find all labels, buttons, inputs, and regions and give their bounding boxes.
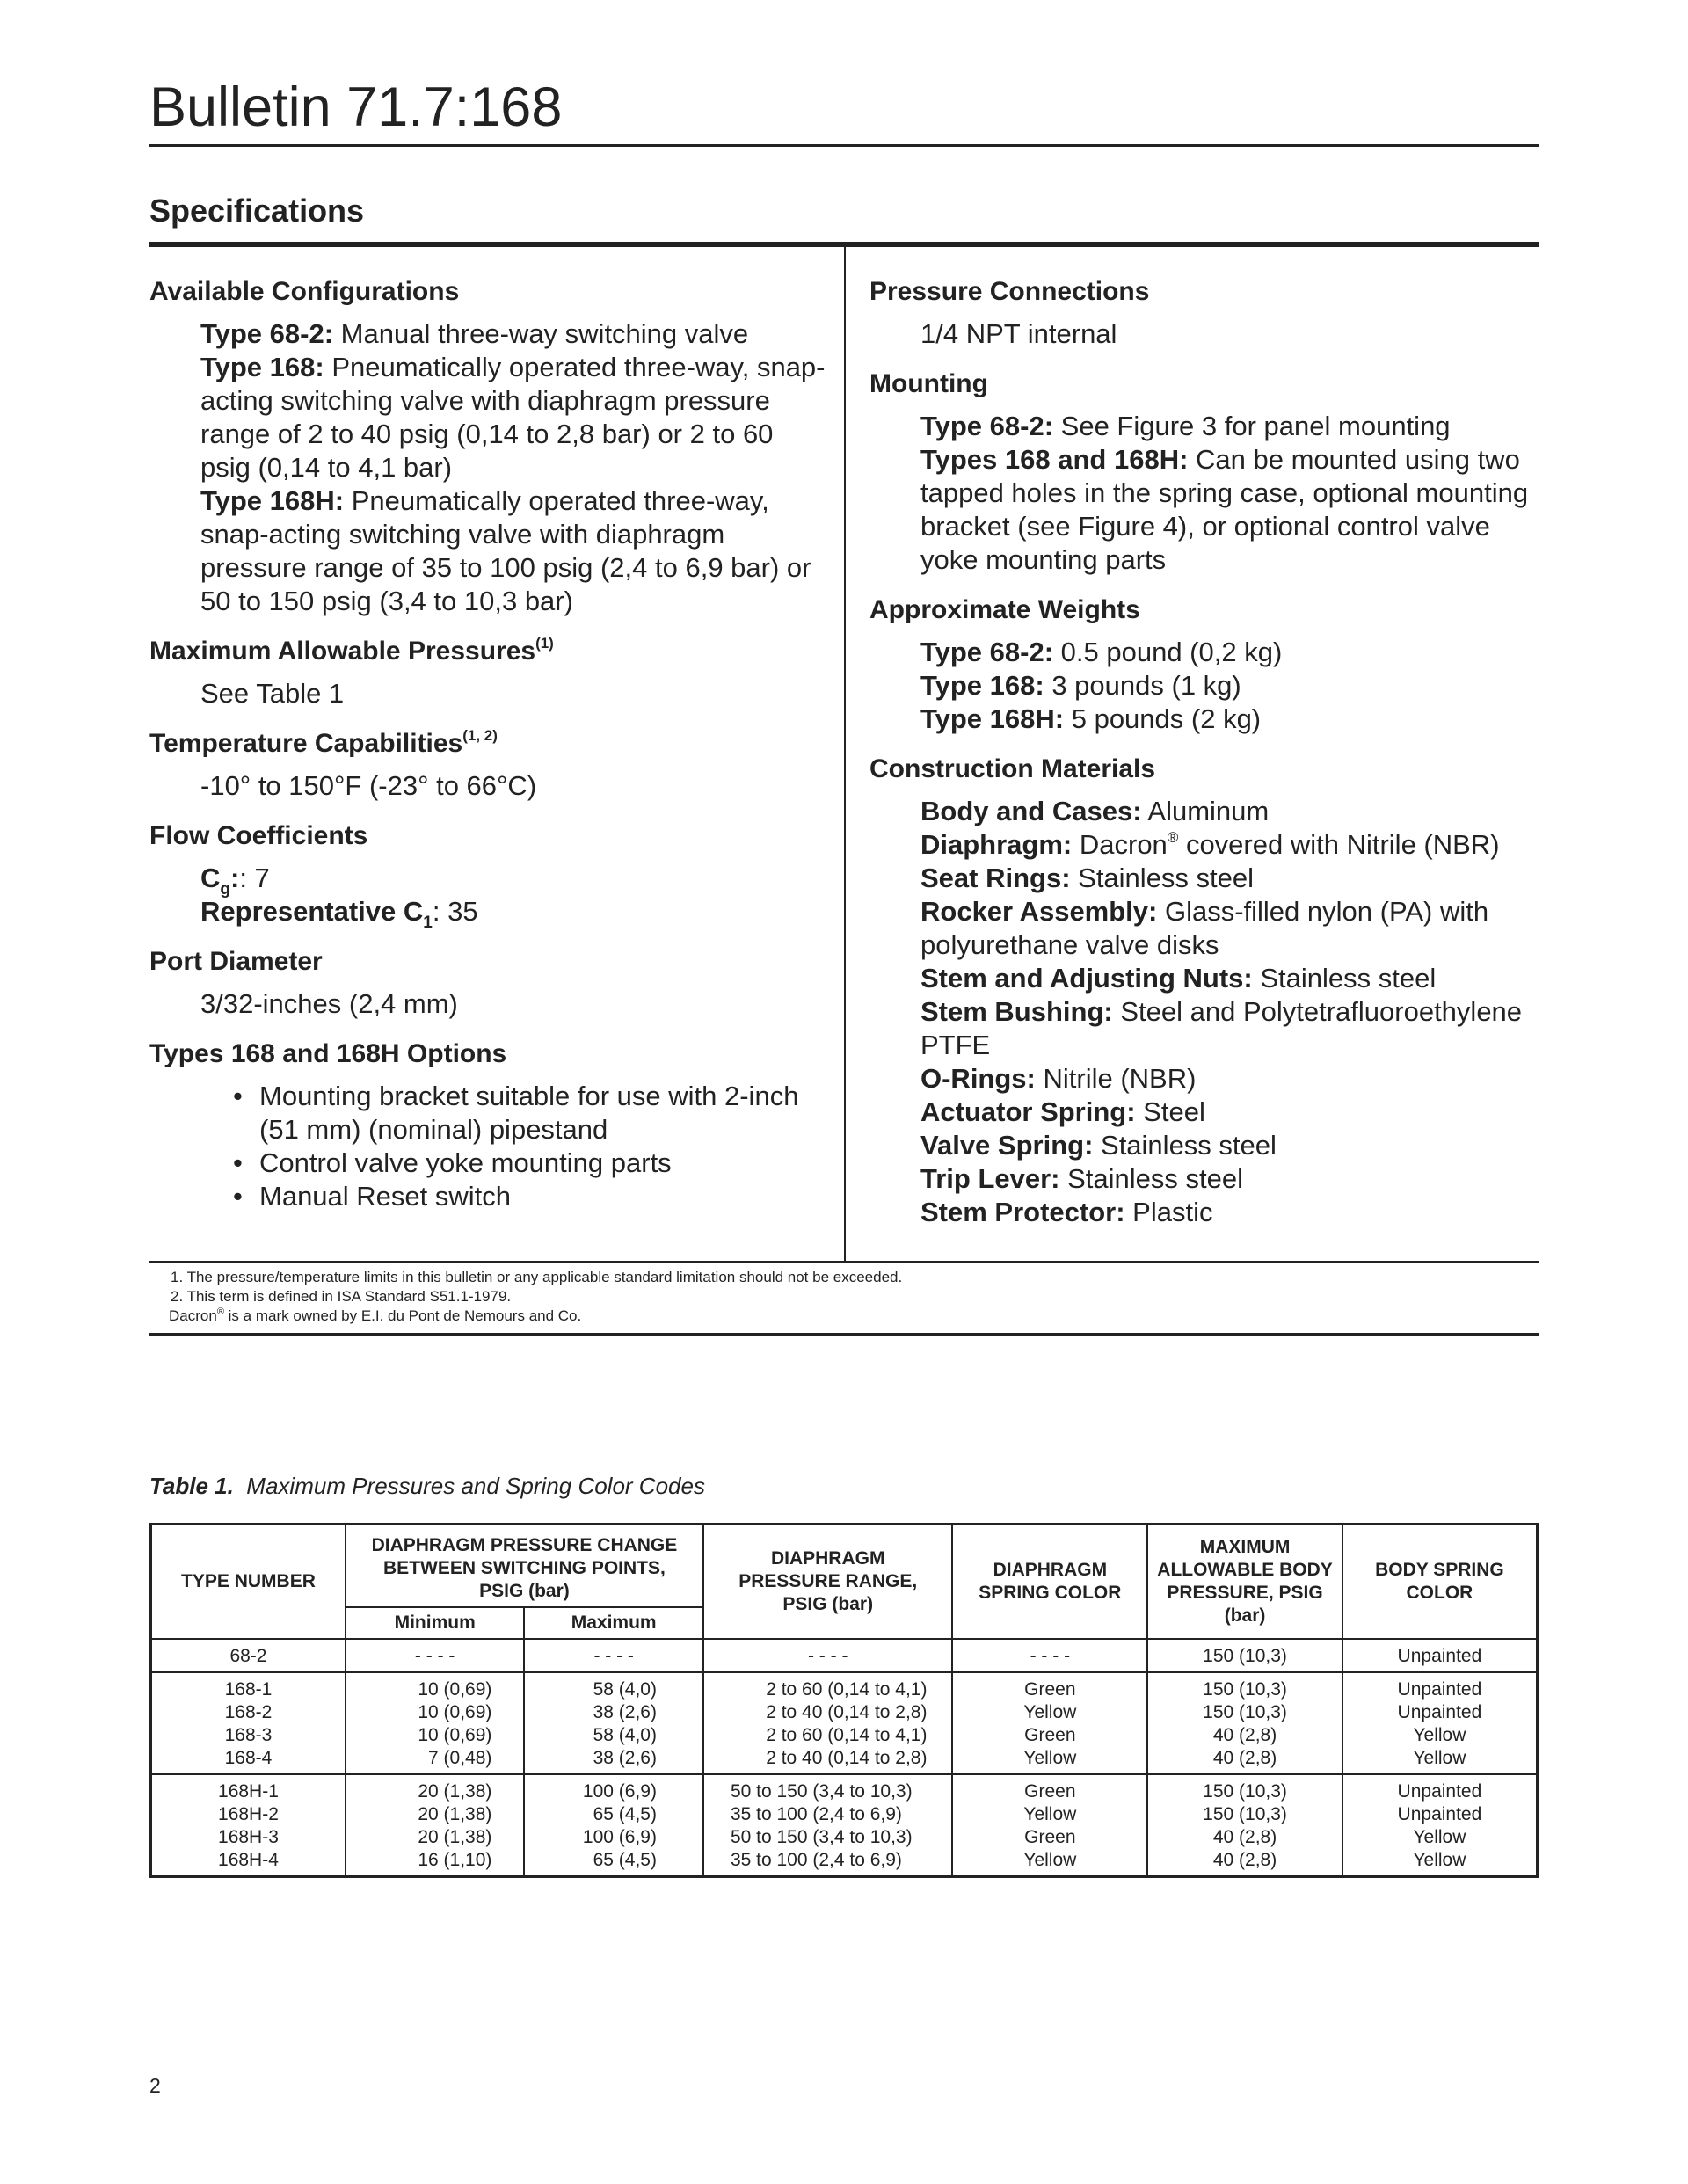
material-label: Stem Bushing:	[920, 996, 1113, 1027]
footnotes-rule-bottom	[149, 1333, 1539, 1336]
weight-label: Type 168:	[920, 670, 1044, 701]
mounting-type68-2	[920, 410, 1538, 443]
config-type168-label: Type 168:	[200, 352, 324, 382]
cell-body-spring: Unpainted	[1342, 1639, 1538, 1672]
table-group	[151, 1639, 1538, 1672]
cell-line: Yellow	[1023, 1748, 1077, 1768]
cell-line: 100 (6,9)	[582, 1827, 657, 1847]
cell-spring: - - - -	[952, 1639, 1147, 1672]
table-group	[151, 1774, 1538, 1877]
flow-c1	[200, 895, 826, 932]
cell-line: 2 to 60 (0,14 to 4,1)	[766, 1725, 928, 1745]
cell-body-pressure: 150 (10,3)	[1147, 1639, 1342, 1672]
cell-line: Yellow	[1023, 1804, 1077, 1824]
cell-line: 65 (4,5)	[593, 1850, 657, 1870]
options-item: • Control valve yoke mounting parts	[233, 1147, 826, 1180]
cell-min: - - - -	[346, 1639, 525, 1672]
cell-line: 168-2	[224, 1702, 273, 1722]
cell-line: 50 to 150 (3,4 to 10,3)	[730, 1827, 913, 1847]
cell-line: 100 (6,9)	[582, 1781, 657, 1802]
material-value: Stainless steel	[1252, 963, 1437, 994]
cell-line: Unpainted	[1397, 1679, 1482, 1700]
cell-body-pressure	[1147, 1774, 1342, 1877]
cell-line: Yellow	[1023, 1850, 1077, 1870]
cell-line: 7 (0,48)	[428, 1748, 492, 1768]
material-row	[920, 1096, 1538, 1129]
weight-value: 3 pounds (1 kg)	[1044, 670, 1241, 701]
material-value: Nitrile (NBR)	[1035, 1063, 1197, 1094]
material-value: covered with Nitrile (NBR)	[1178, 829, 1500, 860]
table-row	[151, 1639, 1538, 1672]
material-value: Aluminum	[1141, 796, 1270, 826]
material-label: Rocker Assembly:	[920, 896, 1158, 927]
material-value: Steel	[1135, 1096, 1205, 1127]
materials-heading: Construction Materials	[869, 754, 1156, 783]
mounting-types168-text: Can be mounted using two tapped holes in the spring case, optional mounting bracket (see Figure 4), or optional control valve yoke mounting parts	[920, 444, 1529, 575]
config-type168-text: Pneumatically operated three-way, snap-acting switching valve with diaphragm pressure range of 2 to 40 psig (0,14 to 2,8 bar) or 2 to 60 psig (0,14 to 4,1 bar)	[200, 352, 826, 483]
material-label: O-Rings:	[920, 1063, 1036, 1094]
cell-type	[151, 1672, 346, 1774]
pressure-table	[149, 1523, 1539, 1878]
mounting-type68-2-label: Type 68-2:	[920, 411, 1054, 441]
cell-line: Yellow	[1023, 1702, 1077, 1722]
table-row	[151, 1774, 1538, 1877]
cell-min	[346, 1672, 525, 1774]
header-spring-color: DIAPHRAGM SPRING COLOR	[952, 1525, 1147, 1640]
cell-line: 38 (2,6)	[593, 1748, 657, 1768]
material-value: Steel and Polytetrafluoroethylene PTFE	[920, 996, 1523, 1060]
cell-line: Unpainted	[1397, 1781, 1482, 1802]
connections-heading: Pressure Connections	[869, 277, 1150, 306]
cell-type: 68-2	[151, 1639, 346, 1672]
header-body-spring-color: BODY SPRING COLOR	[1342, 1525, 1538, 1640]
cell-line: 38 (2,6)	[593, 1702, 657, 1722]
right-column	[869, 275, 1538, 1229]
table-caption-number: Table 1.	[149, 1473, 234, 1499]
cell-line: Unpainted	[1397, 1804, 1482, 1824]
cell-max	[524, 1774, 703, 1877]
cell-line: 150 (10,3)	[1203, 1679, 1287, 1700]
cell-line: Yellow	[1413, 1748, 1466, 1768]
flow-cg: $C_g$:: 7	[200, 863, 270, 899]
header-rule	[149, 144, 1539, 147]
left-column	[149, 275, 826, 1213]
material-label: Diaphragm:	[920, 829, 1073, 860]
footnote-trademark	[169, 1307, 902, 1326]
material-label: Valve Spring:	[920, 1130, 1094, 1161]
cell-line: Yellow	[1413, 1725, 1466, 1745]
options-heading: Types 168 and 168H Options	[149, 1039, 507, 1068]
weights-heading: Approximate Weights	[869, 595, 1140, 624]
flow-cg-letter: C	[200, 863, 221, 893]
cell-line: 40 (2,8)	[1212, 1725, 1277, 1745]
trademark-name: Dacron	[169, 1307, 217, 1324]
mounting-types168	[920, 443, 1538, 577]
cell-line: Green	[1024, 1679, 1076, 1700]
cell-line: 150 (10,3)	[1203, 1781, 1287, 1802]
max-pressures-heading-text: Maximum Allowable Pressures	[149, 637, 536, 666]
cell-line: 35 to 100 (2,4 to 6,9)	[730, 1850, 902, 1870]
cell-line: 2 to 60 (0,14 to 4,1)	[766, 1679, 928, 1700]
cell-line: 16 (1,10)	[418, 1850, 492, 1870]
weight-row	[920, 636, 1538, 669]
header-minimum: Minimum	[346, 1607, 525, 1639]
cell-line: Yellow	[1413, 1850, 1466, 1870]
options-item: • Mounting bracket suitable for use with 2-inch (51 mm) (nominal) pipestand	[233, 1080, 826, 1147]
cell-line: 168H-3	[218, 1827, 279, 1847]
material-row	[920, 962, 1538, 995]
header-switching: DIAPHRAGM PRESSURE CHANGE BETWEEN SWITCHING POINTS, PSIG (bar)	[346, 1525, 703, 1608]
material-row	[920, 1062, 1538, 1096]
cell-spring	[952, 1672, 1147, 1774]
cell-spring	[952, 1774, 1147, 1877]
table-caption-title: Maximum Pressures and Spring Color Codes	[233, 1473, 705, 1499]
header-max-body-pressure: MAXIMUM ALLOWABLE BODY PRESSURE, PSIG (bar)	[1147, 1525, 1342, 1640]
cell-line: Green	[1024, 1827, 1076, 1847]
flow-c1-value: : 35	[432, 896, 478, 927]
cell-range: - - - -	[703, 1639, 953, 1672]
temperature-heading-text: Temperature Capabilities	[149, 729, 463, 758]
cell-line: 58 (4,0)	[593, 1679, 657, 1700]
materials-body	[869, 795, 1538, 1229]
max-pressures-footnote-ref: (1)	[535, 635, 554, 652]
cell-line: 10 (0,69)	[418, 1725, 492, 1745]
registered-mark: ®	[1167, 829, 1179, 846]
max-pressures-heading	[149, 635, 826, 668]
material-value: Plastic	[1124, 1197, 1213, 1227]
cell-line: 40 (2,8)	[1212, 1827, 1277, 1847]
cell-type	[151, 1774, 346, 1877]
cell-line: 168H-4	[218, 1850, 279, 1870]
material-value: Stainless steel	[1070, 863, 1255, 893]
config-type168	[200, 351, 826, 484]
header-type-number: TYPE NUMBER	[151, 1525, 346, 1640]
flow-c1-sub: 1	[423, 914, 433, 932]
material-value: Stainless steel	[1059, 1163, 1243, 1194]
cell-line: 2 to 40 (0,14 to 2,8)	[766, 1748, 928, 1768]
config-type168h-text: Pneumatically operated three-way, snap-acting switching valve with diaphragm pressure range of 35 to 100 psig (2,4 to 6,9 bar) or 50 to 150 psig (3,4 to 10,3 bar)	[200, 485, 811, 616]
cell-body-spring	[1342, 1672, 1538, 1774]
available-configurations-body	[149, 317, 826, 618]
flow-cg-sub: g	[220, 880, 230, 899]
material-label: Body and Cases:	[920, 796, 1142, 826]
footnotes	[171, 1268, 902, 1326]
temperature-text: -10° to 150°F (-23° to 66°C)	[200, 770, 537, 801]
material-value: Dacron	[1072, 829, 1168, 860]
material-row	[920, 1129, 1538, 1162]
cell-line: 20 (1,38)	[418, 1827, 492, 1847]
flow-cg-value: : 7	[239, 863, 270, 893]
mounting-body	[869, 410, 1538, 577]
cell-line: 35 to 100 (2,4 to 6,9)	[730, 1804, 902, 1824]
cell-line: 50 to 150 (3,4 to 10,3)	[730, 1781, 913, 1802]
cell-body-pressure	[1147, 1672, 1342, 1774]
cell-line: 20 (1,38)	[418, 1781, 492, 1802]
config-type68-2-text: Manual three-way switching valve	[333, 318, 749, 349]
cell-line: Unpainted	[1397, 1702, 1482, 1722]
cell-line: 65 (4,5)	[593, 1804, 657, 1824]
cell-line: 168H-1	[218, 1781, 279, 1802]
material-label: Trip Lever:	[920, 1163, 1060, 1194]
header-range: DIAPHRAGM PRESSURE RANGE, PSIG (bar)	[703, 1525, 953, 1640]
cell-line: 168-1	[224, 1679, 273, 1700]
port-text: 3/32-inches (2,4 mm)	[200, 988, 458, 1019]
header-maximum: Maximum	[524, 1607, 703, 1639]
bulletin-title: Bulletin 71.7:168	[149, 76, 563, 138]
material-row	[920, 995, 1538, 1062]
available-configurations-heading: Available Configurations	[149, 277, 460, 306]
material-label: Stem Protector:	[920, 1197, 1125, 1227]
cell-line: 150 (10,3)	[1203, 1702, 1287, 1722]
material-label: Stem and Adjusting Nuts:	[920, 963, 1253, 994]
cell-line: 10 (0,69)	[418, 1702, 492, 1722]
cell-line: Green	[1024, 1725, 1076, 1745]
cell-line: 168H-2	[218, 1804, 279, 1824]
cell-range	[703, 1672, 953, 1774]
material-row	[920, 895, 1538, 962]
cell-max	[524, 1672, 703, 1774]
footnotes-rule-top	[149, 1261, 1539, 1263]
port-heading: Port Diameter	[149, 947, 323, 976]
cell-line: 10 (0,69)	[418, 1679, 492, 1700]
cell-min	[346, 1774, 525, 1877]
temperature-heading	[149, 727, 826, 761]
options-item: • Manual Reset switch	[233, 1180, 826, 1213]
cell-body-spring	[1342, 1774, 1538, 1877]
section-title: Specifications	[149, 193, 365, 229]
cell-line: Yellow	[1413, 1827, 1466, 1847]
material-body-cases	[920, 795, 1538, 828]
weight-label: Type 168H:	[920, 703, 1065, 734]
config-type68-2	[200, 317, 826, 351]
weight-label: Type 68-2:	[920, 637, 1054, 667]
weights-body	[869, 636, 1538, 736]
weight-row	[920, 669, 1538, 703]
column-divider	[844, 247, 846, 1261]
cell-line: 168-4	[224, 1748, 273, 1768]
table-group	[151, 1672, 1538, 1774]
cell-line: 40 (2,8)	[1212, 1850, 1277, 1870]
max-pressures-text: See Table 1	[200, 678, 345, 709]
material-diaphragm	[920, 828, 1538, 862]
cell-range	[703, 1774, 953, 1877]
mounting-types168-label: Types 168 and 168H:	[920, 444, 1189, 475]
config-type68-2-label: Type 68-2:	[200, 318, 334, 349]
cell-line: 40 (2,8)	[1212, 1748, 1277, 1768]
weight-value: 0.5 pound (0,2 kg)	[1053, 637, 1283, 667]
mounting-type68-2-text: See Figure 3 for panel mounting	[1053, 411, 1451, 441]
cell-max: - - - -	[524, 1639, 703, 1672]
registered-mark: ®	[216, 1307, 224, 1317]
connections-text: 1/4 NPT internal	[920, 318, 1117, 349]
config-type168h-label: Type 168H:	[200, 485, 345, 516]
table-row	[151, 1672, 1538, 1774]
footnote-1: 1. The pressure/temperature limits in this bulletin or any applicable standard limitation should not be exceeded.	[171, 1269, 903, 1285]
material-label: Seat Rings:	[920, 863, 1071, 893]
mounting-heading: Mounting	[869, 369, 988, 398]
cell-line: 58 (4,0)	[593, 1725, 657, 1745]
page-number: 2	[149, 2074, 161, 2097]
cell-line: 2 to 40 (0,14 to 2,8)	[766, 1702, 928, 1722]
config-type168h	[200, 484, 826, 618]
temperature-footnote-ref: (1, 2)	[462, 727, 498, 744]
cell-line: 20 (1,38)	[418, 1804, 492, 1824]
weight-value: 5 pounds (2 kg)	[1064, 703, 1262, 734]
flow-c1-label: Representative C	[200, 896, 424, 927]
options-list	[149, 1080, 826, 1213]
cell-line: Green	[1024, 1781, 1076, 1802]
material-row	[920, 1196, 1538, 1229]
footnote-2: 2. This term is defined in ISA Standard S51.1-1979.	[171, 1288, 512, 1305]
material-row	[920, 862, 1538, 895]
table-caption	[149, 1472, 705, 1500]
weight-row	[920, 703, 1538, 736]
flow-heading: Flow Coefficients	[149, 821, 368, 850]
material-label: Actuator Spring:	[920, 1096, 1136, 1127]
trademark-text: is a mark owned by E.I. du Pont de Nemours and Co.	[223, 1307, 582, 1324]
material-value: Stainless steel	[1093, 1130, 1277, 1161]
material-row	[920, 1162, 1538, 1196]
flow-body	[149, 862, 826, 932]
material-value: Glass-filled nylon (PA) with polyurethane valve disks	[920, 896, 1489, 960]
cell-line: 168-3	[224, 1725, 273, 1745]
cell-line: 150 (10,3)	[1203, 1804, 1287, 1824]
